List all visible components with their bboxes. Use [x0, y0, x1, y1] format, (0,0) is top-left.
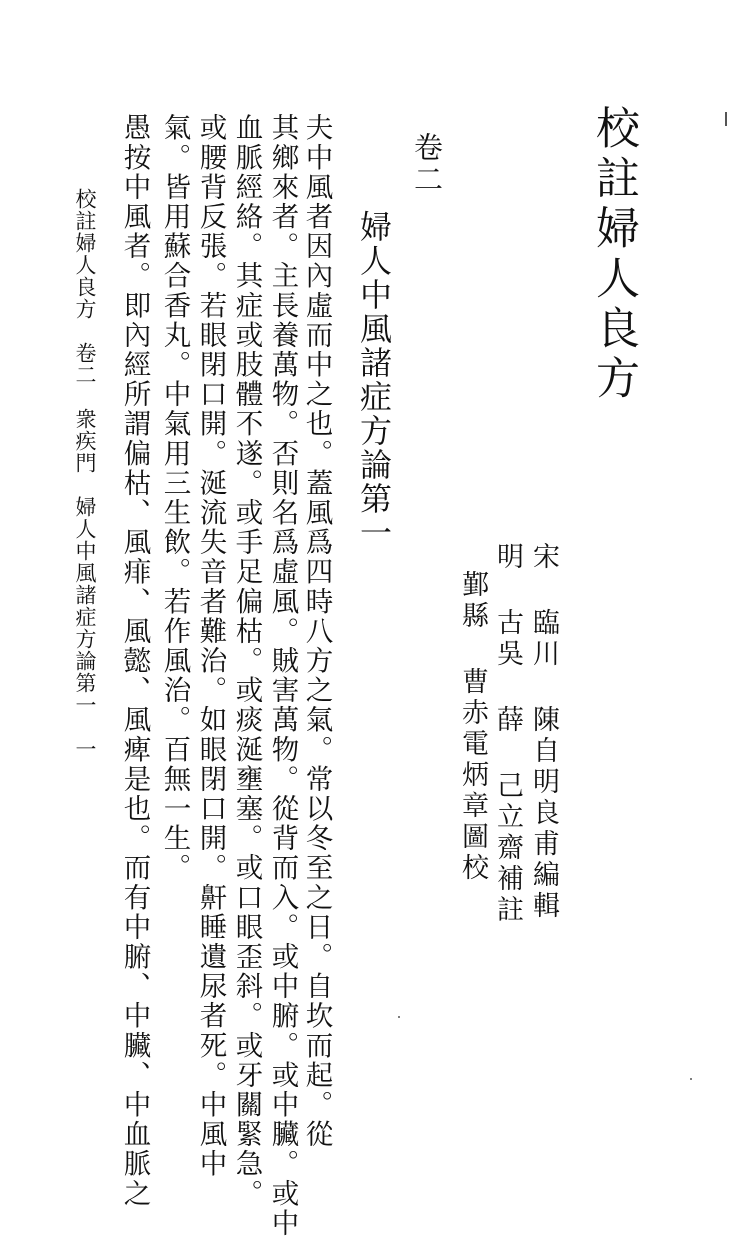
body-text-column: 或腰背反張。若眼閉口開。涎流失音者難治。如眼閉口開。鼾睡遺尿者死。中風中 — [194, 113, 227, 1179]
credit-line-compiler: 宋 臨川 陳自明良甫編輯 — [528, 542, 559, 922]
body-text-column: 血脈經絡。其症或肢體不遂。或手足偏枯。或痰涎壅塞。或口眼歪斜。或牙關緊急。 — [230, 113, 263, 1209]
body-text-column: 夫中風者因內虛而中之也。蓋風爲四時八方之氣。常以冬至之日。自坎而起。從 — [300, 113, 333, 1149]
paper-speck — [398, 1016, 400, 1018]
paper-speck — [725, 112, 727, 126]
body-text-column: 其鄉來者。主長養萬物。否則名爲虛風。賊害萬物。從背而入。或中腑。或中臟。或中 — [266, 113, 299, 1238]
volume-label: 卷二 — [410, 132, 444, 196]
paper-speck — [690, 1078, 692, 1080]
credit-line-collator: 鄞縣 曹赤電炳章圖校 — [457, 570, 488, 884]
running-margin-title: 校註婦人良方 卷二 衆疾門 婦人中風諸症方論第一 一 — [73, 188, 97, 760]
section-title: 婦人中風諸症方論第一 — [355, 210, 393, 550]
body-text-column: 愚按中風者。即內經所謂偏枯、風痱、風懿、風痺是也。而有中腑、中臟、中血脈之 — [118, 113, 151, 1209]
body-text-column: 氣。皆用蘇合香丸。中氣用三生飲。若作風治。百無一生。 — [158, 113, 191, 883]
book-title: 校註婦人良方 — [588, 105, 639, 405]
credit-line-annotator: 明 古吳 薛 己立齋補註 — [492, 542, 523, 926]
